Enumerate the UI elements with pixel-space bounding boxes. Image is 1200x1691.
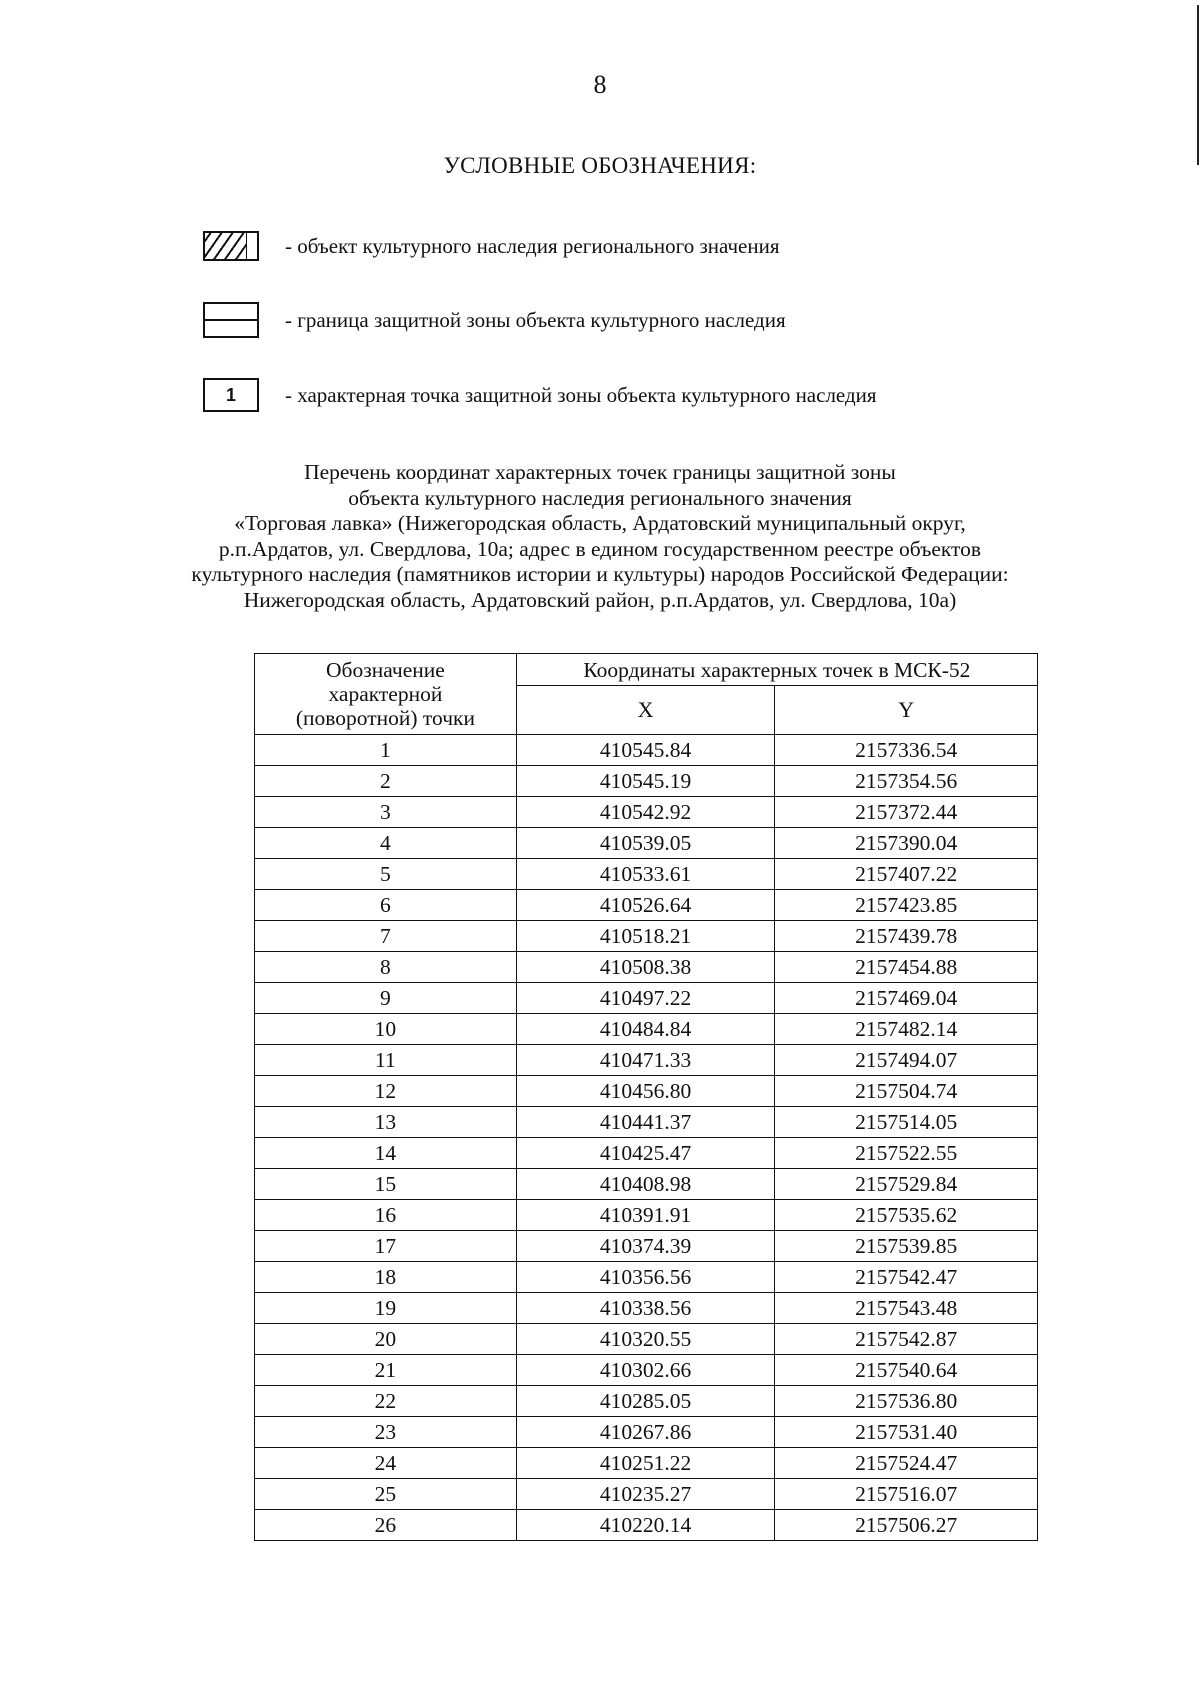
legend-item-zone-boundary xyxy=(203,302,786,338)
table-row xyxy=(255,859,1038,890)
legend-title: УСЛОВНЫЕ ОБОЗНАЧЕНИЯ: xyxy=(443,153,757,178)
cell-y: 2157482.14 xyxy=(775,1014,1038,1045)
table-row xyxy=(255,1448,1038,1479)
table-row xyxy=(255,828,1038,859)
cell-x: 410320.55 xyxy=(516,1324,775,1355)
cell-point: 15 xyxy=(255,1169,517,1200)
heading-line: «Торговая лавка» (Нижегородская область, Ардатовский муниципальный округ, xyxy=(234,511,966,535)
table-row xyxy=(255,797,1038,828)
cell-point: 20 xyxy=(255,1324,517,1355)
table-row xyxy=(255,1386,1038,1417)
cell-point: 25 xyxy=(255,1479,517,1510)
coordinates-table xyxy=(254,653,1038,1541)
cell-y: 2157439.78 xyxy=(775,921,1038,952)
coordinates-list-heading xyxy=(0,460,1200,613)
heading-line: объекта культурного наследия регионального значения xyxy=(348,485,852,510)
cell-y: 2157543.48 xyxy=(775,1293,1038,1324)
scan-edge-mark xyxy=(1197,5,1199,165)
point-marker-icon: 1 xyxy=(203,378,259,412)
cell-point: 26 xyxy=(255,1510,517,1541)
cell-point: 24 xyxy=(255,1448,517,1479)
cell-x: 410356.56 xyxy=(516,1262,775,1293)
heading-line: Нижегородская область, Ардатовский район, р.п.Ардатов, ул. Свердлова, 10а) xyxy=(243,587,957,612)
cell-x: 410441.37 xyxy=(516,1107,775,1138)
cell-x: 410425.47 xyxy=(516,1138,775,1169)
heading-line: культурного наследия (памятников истории и культуры) народов Российской Федерации: xyxy=(191,562,1009,586)
cell-x: 410508.38 xyxy=(516,952,775,983)
page-number: 8 xyxy=(593,70,607,99)
legend-item-heritage-object xyxy=(203,228,779,264)
cell-point: 7 xyxy=(255,921,517,952)
cell-x: 410471.33 xyxy=(516,1045,775,1076)
legend-item-characteristic-point xyxy=(203,377,877,413)
table-row xyxy=(255,766,1038,797)
header-x: X xyxy=(516,686,775,735)
table-row xyxy=(255,1479,1038,1510)
cell-y: 2157542.47 xyxy=(775,1262,1038,1293)
header-coordinates-group: Координаты характерных точек в МСК-52 xyxy=(516,654,1037,686)
table-row xyxy=(255,952,1038,983)
cell-y: 2157390.04 xyxy=(775,828,1038,859)
cell-point: 16 xyxy=(255,1200,517,1231)
cell-y: 2157514.05 xyxy=(775,1107,1038,1138)
cell-x: 410542.92 xyxy=(516,797,775,828)
cell-y: 2157540.64 xyxy=(775,1355,1038,1386)
hatched-rectangle-icon xyxy=(203,231,259,261)
table-row xyxy=(255,1076,1038,1107)
cell-x: 410497.22 xyxy=(516,983,775,1014)
legend-item-text: - объект культурного наследия регионального значения xyxy=(285,233,780,258)
cell-y: 2157336.54 xyxy=(775,735,1038,766)
cell-point: 11 xyxy=(255,1045,517,1076)
cell-y: 2157372.44 xyxy=(775,797,1038,828)
table-row xyxy=(255,1262,1038,1293)
cell-point: 21 xyxy=(255,1355,517,1386)
cell-point: 13 xyxy=(255,1107,517,1138)
cell-y: 2157531.40 xyxy=(775,1417,1038,1448)
cell-point: 18 xyxy=(255,1262,517,1293)
table-row xyxy=(255,1138,1038,1169)
cell-point: 23 xyxy=(255,1417,517,1448)
cell-x: 410285.05 xyxy=(516,1386,775,1417)
header-text: (поворотной) точки xyxy=(295,706,475,730)
cell-y: 2157539.85 xyxy=(775,1231,1038,1262)
header-point-designation xyxy=(255,654,517,735)
heading-line: р.п.Ардатов, ул. Свердлова, 10а; адрес в едином государственном реестре объектов xyxy=(218,536,982,561)
header-text: Обозначение xyxy=(325,658,445,682)
table-body xyxy=(255,735,1038,1541)
cell-x: 410251.22 xyxy=(516,1448,775,1479)
double-line-rectangle-icon xyxy=(203,302,259,338)
cell-y: 2157516.07 xyxy=(775,1479,1038,1510)
legend-item-text: - характерная точка защитной зоны объекта культурного наследия xyxy=(285,382,877,407)
cell-point: 19 xyxy=(255,1293,517,1324)
cell-y: 2157469.04 xyxy=(775,983,1038,1014)
cell-y: 2157535.62 xyxy=(775,1200,1038,1231)
table-row xyxy=(255,1324,1038,1355)
cell-y: 2157423.85 xyxy=(775,890,1038,921)
cell-y: 2157494.07 xyxy=(775,1045,1038,1076)
table-row xyxy=(255,1200,1038,1231)
cell-x: 410408.98 xyxy=(516,1169,775,1200)
table-row xyxy=(255,1169,1038,1200)
cell-x: 410374.39 xyxy=(516,1231,775,1262)
cell-y: 2157529.84 xyxy=(775,1169,1038,1200)
cell-x: 410545.84 xyxy=(516,735,775,766)
cell-point: 9 xyxy=(255,983,517,1014)
cell-x: 410539.05 xyxy=(516,828,775,859)
table-row xyxy=(255,1014,1038,1045)
cell-y: 2157542.87 xyxy=(775,1324,1038,1355)
table-row xyxy=(255,1355,1038,1386)
cell-y: 2157407.22 xyxy=(775,859,1038,890)
table-row xyxy=(255,983,1038,1014)
table-row xyxy=(255,1045,1038,1076)
cell-x: 410518.21 xyxy=(516,921,775,952)
cell-point: 6 xyxy=(255,890,517,921)
cell-y: 2157354.56 xyxy=(775,766,1038,797)
cell-y: 2157524.47 xyxy=(775,1448,1038,1479)
table-row xyxy=(255,1231,1038,1262)
cell-point: 2 xyxy=(255,766,517,797)
cell-y: 2157536.80 xyxy=(775,1386,1038,1417)
cell-point: 3 xyxy=(255,797,517,828)
header-y: Y xyxy=(775,686,1038,735)
cell-x: 410484.84 xyxy=(516,1014,775,1045)
legend-item-text: - граница защитной зоны объекта культурного наследия xyxy=(285,307,786,332)
cell-x: 410526.64 xyxy=(516,890,775,921)
cell-x: 410302.66 xyxy=(516,1355,775,1386)
header-text: характерной xyxy=(328,682,443,706)
cell-point: 14 xyxy=(255,1138,517,1169)
table-row xyxy=(255,1417,1038,1448)
cell-point: 12 xyxy=(255,1076,517,1107)
cell-y: 2157504.74 xyxy=(775,1076,1038,1107)
cell-x: 410235.27 xyxy=(516,1479,775,1510)
cell-point: 10 xyxy=(255,1014,517,1045)
cell-x: 410545.19 xyxy=(516,766,775,797)
cell-x: 410456.80 xyxy=(516,1076,775,1107)
table-row xyxy=(255,1293,1038,1324)
cell-point: 1 xyxy=(255,735,517,766)
cell-point: 4 xyxy=(255,828,517,859)
cell-point: 8 xyxy=(255,952,517,983)
table-row xyxy=(255,1510,1038,1541)
cell-point: 17 xyxy=(255,1231,517,1262)
table-row xyxy=(255,1107,1038,1138)
cell-x: 410533.61 xyxy=(516,859,775,890)
table-row xyxy=(255,921,1038,952)
cell-point: 22 xyxy=(255,1386,517,1417)
cell-x: 410220.14 xyxy=(516,1510,775,1541)
cell-x: 410338.56 xyxy=(516,1293,775,1324)
cell-point: 5 xyxy=(255,859,517,890)
cell-x: 410267.86 xyxy=(516,1417,775,1448)
table-row xyxy=(255,735,1038,766)
cell-y: 2157454.88 xyxy=(775,952,1038,983)
cell-y: 2157522.55 xyxy=(775,1138,1038,1169)
heading-line: Перечень координат характерных точек границы защитной зоны xyxy=(304,460,896,484)
cell-y: 2157506.27 xyxy=(775,1510,1038,1541)
table-row xyxy=(255,890,1038,921)
cell-x: 410391.91 xyxy=(516,1200,775,1231)
